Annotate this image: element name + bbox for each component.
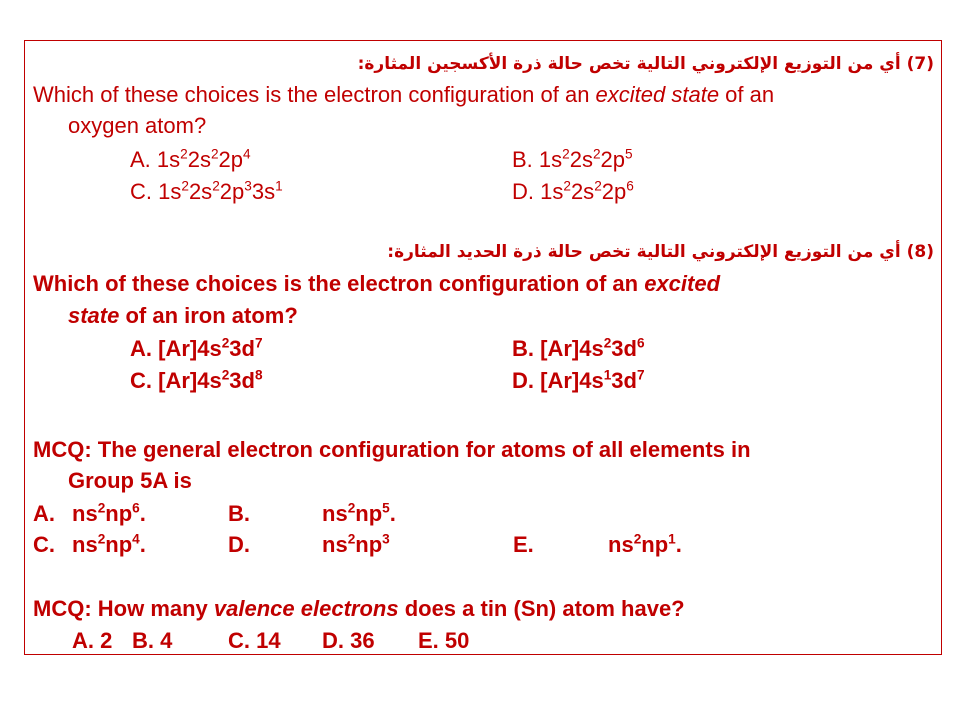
- q8-arabic-text: (8) أي من التوزيع الإلكتروني التالية تخص حالة ذرة الحديد المثارة:: [387, 242, 934, 262]
- q8-option-b[interactable]: B. $[Ar]4s^23d^6$: [512, 335, 645, 361]
- q9-option-d-letter[interactable]: D.: [228, 532, 250, 557]
- q8-option-d[interactable]: D. $[Ar]4s^13d^7$: [512, 367, 645, 393]
- q9-option-a-letter[interactable]: A.: [33, 501, 55, 526]
- q9-question-line1: MCQ: The general electron configuration for atoms of all elements in: [33, 437, 751, 462]
- q9-option-b[interactable]: $ns^2np^5$.: [322, 500, 396, 526]
- q9-option-e-letter[interactable]: E.: [513, 532, 534, 557]
- q10-option-d[interactable]: D. 36: [322, 628, 375, 653]
- q9-option-c[interactable]: $ns^2np^4$.: [72, 531, 146, 557]
- q10-option-b[interactable]: B. 4: [132, 628, 173, 653]
- q7-option-d[interactable]: D. $1s^22s^22p^6$: [512, 178, 634, 204]
- q10-question: MCQ: How many valence electrons does a tin (Sn) atom have?: [33, 596, 685, 621]
- q10-option-c[interactable]: C. 14: [228, 628, 281, 653]
- q9-option-e[interactable]: $ns^2np^1$.: [608, 531, 682, 557]
- q9-option-d[interactable]: $ns^2np^3$: [322, 531, 390, 557]
- q7-question-line2: oxygen atom?: [68, 113, 207, 138]
- q8-option-a[interactable]: A. $[Ar]4s^23d^7$: [130, 335, 263, 361]
- q10-option-e[interactable]: E. 50: [418, 628, 470, 653]
- q8-question-line2: state of an iron atom?: [68, 303, 298, 328]
- q9-question-line2: Group 5A is: [68, 468, 192, 493]
- q9-option-b-letter[interactable]: B.: [228, 501, 250, 526]
- q7-option-b[interactable]: B. $1s^22s^22p^5$: [512, 146, 633, 172]
- q9-option-a[interactable]: $ns^2np^6$.: [72, 500, 146, 526]
- q10-option-a[interactable]: A. 2: [72, 628, 113, 653]
- q7-option-c[interactable]: C. $1s^22s^22p^33s^1$: [130, 178, 283, 204]
- q7-arabic-text: (7) أي من التوزيع الإلكتروني التالية تخص حالة ذرة الأكسجين المثارة:: [357, 54, 934, 74]
- q8-question-line1: Which of these choices is the electron configuration of an excited: [33, 271, 721, 296]
- q9-option-c-letter[interactable]: C.: [33, 532, 55, 557]
- q7-option-a[interactable]: A. $1s^22s^22p^4$: [130, 146, 251, 172]
- q8-option-c[interactable]: C. $[Ar]4s^23d^8$: [130, 367, 263, 393]
- q7-question-line1: Which of these choices is the electron configuration of an excited state of an: [33, 82, 775, 107]
